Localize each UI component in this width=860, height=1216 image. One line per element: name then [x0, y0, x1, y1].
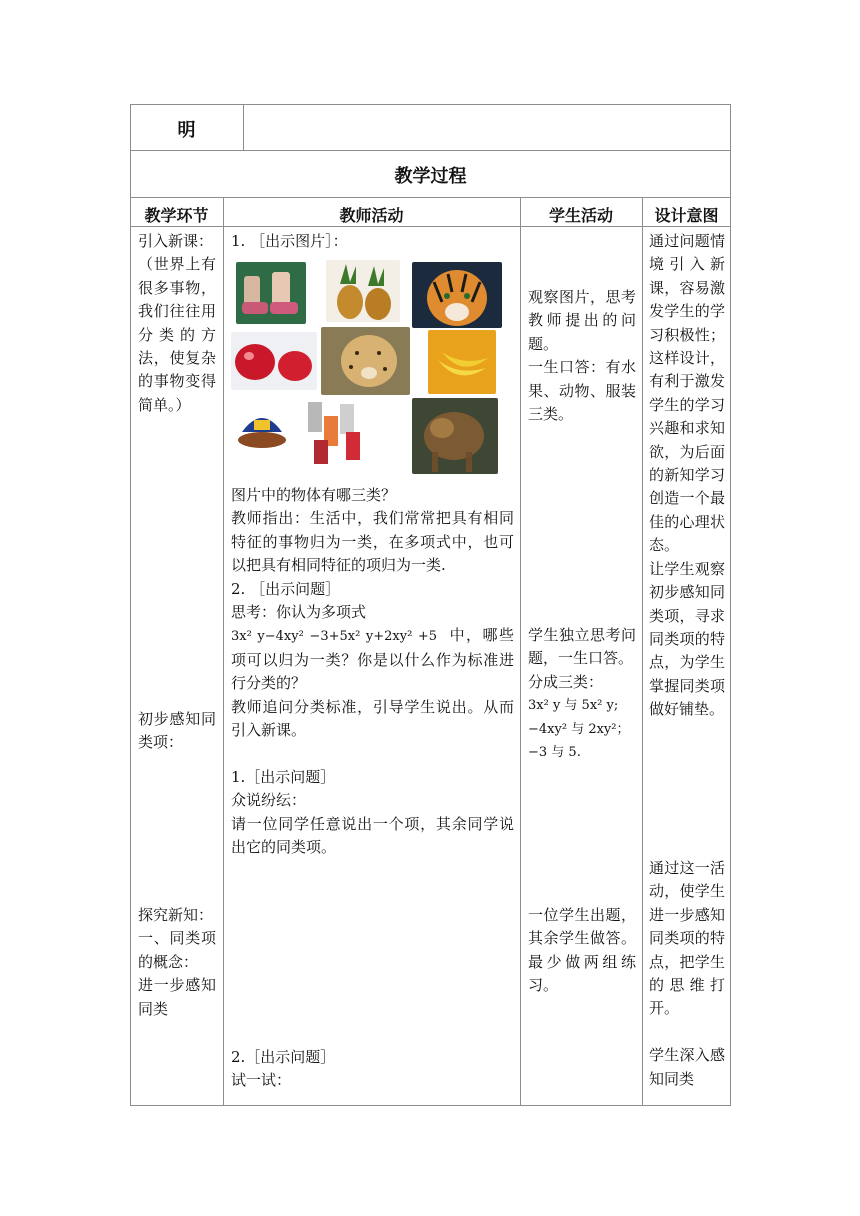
stage-intro: [138, 230, 216, 417]
teacher-step2: 2. ［出示问题］: [231, 579, 341, 598]
divider: [520, 197, 521, 1106]
teacher-block2: [231, 1046, 514, 1093]
teacher-step1: 1. ［出示图片］：: [231, 232, 348, 250]
divider: [243, 104, 244, 150]
polynomial-expression: 3x² y−4xy² −3+5x² y+2xy² +5: [231, 629, 438, 645]
student-classify: 分成三类：: [528, 672, 604, 691]
stage-explore: [138, 904, 216, 1021]
header-intent: 设计意图: [654, 206, 719, 225]
student-block2: [528, 624, 636, 764]
student-group2: −4xy² 与 2xy²；: [528, 721, 630, 737]
teacher-expression-line: [231, 624, 514, 695]
teacher-ask: 请一位同学任意说出一个项，其余同学说出它的同类项。: [231, 814, 514, 857]
stage-perceive: 初步感知同类项：: [138, 710, 216, 752]
student-answer: 一生口答：有水果、动物、服装三类。: [528, 358, 636, 424]
stage-explore-title: 探究新知：: [138, 906, 214, 924]
teacher-follow: 教师追问分类标准，引导学生说出。从而引入新课。: [231, 697, 514, 740]
student-practice: 一位学生出题，其余学生做答。最少做两组练习。: [528, 906, 636, 995]
teacher-think: 思考：你认为多项式: [231, 603, 367, 622]
spacer: [649, 1021, 725, 1044]
socks-image: [300, 396, 372, 468]
stage-intro-note: （世界上有很多事物，我们往往用分类的方法，使复杂的事物变得简单。）: [138, 255, 216, 414]
tiger-image: [412, 262, 502, 328]
header-stage: 教学环节: [144, 206, 209, 225]
cheetah-image: [321, 327, 410, 395]
apple-image: [231, 332, 317, 390]
teacher-step4: 2.［出示问题］: [231, 1048, 336, 1066]
intent-deepen: 学生深入感知同类: [649, 1046, 725, 1088]
teacher-question: 图片中的物体有哪三类？: [231, 486, 397, 504]
intent-block1: [649, 230, 725, 722]
teacher-step3: 1.［出示问题］: [231, 767, 336, 786]
divider: [642, 197, 643, 1106]
spacer: [231, 742, 514, 765]
expression-suffix: 中，哪些项可以归为一类？你是以什么作为标准进行分类的？: [231, 626, 514, 693]
intent-block2: [649, 857, 725, 1091]
stage-explore-concept: 一、同类项的概念：: [138, 929, 216, 971]
student-group1: 3x² y 与 5x² y;: [528, 698, 619, 714]
top-row-label: 明: [177, 120, 196, 141]
student-block1: [528, 286, 636, 426]
intent-activity: 通过这一活动，使学生进一步感知同类项的特点，把学生的思维打开。: [649, 859, 725, 1018]
pineapple-image: [326, 260, 400, 322]
divider: [130, 226, 731, 227]
header-student: 学生活动: [548, 206, 613, 225]
student-think: 学生独立思考问题，一生口答。: [528, 626, 636, 668]
teacher-discuss: 众说纷纭：: [231, 791, 307, 810]
intent-intro: 通过问题情境引入新课，容易激发学生的学习积极性；这样设计，有利于激发学生的学习兴趣和求知欲，为后面的新知学习创造一个最佳的心理状态。: [649, 232, 725, 555]
teacher-block1: [231, 484, 514, 859]
stage-further: 进一步感知同类: [138, 976, 216, 1018]
section-title: 教学过程: [394, 166, 467, 187]
divider: [130, 150, 731, 151]
divider: [130, 197, 731, 198]
teacher-try: 试一试：: [231, 1071, 292, 1090]
teacher-explain: 教师指出：生活中，我们常常把具有相同特征的事物归为一类，在多项式中，也可以把具有相同特征的项归为一类.: [231, 509, 514, 575]
stage-intro-title: 引入新课：: [138, 232, 214, 250]
divider: [223, 197, 224, 1106]
boots-image: [236, 262, 306, 324]
student-observe: 观察图片，思考教师提出的问题。: [528, 288, 636, 353]
lesson-plan-table: [130, 104, 731, 1106]
intent-perceive: 让学生观察初步感知同类项，寻求同类项的特点，为学生掌握同类项做好铺垫。: [649, 559, 725, 719]
cap-image: [236, 402, 288, 458]
student-group3: −3 与 5.: [528, 745, 581, 761]
lion-image: [412, 398, 498, 474]
header-teacher: 教师活动: [339, 206, 404, 225]
banana-image: [428, 330, 496, 394]
